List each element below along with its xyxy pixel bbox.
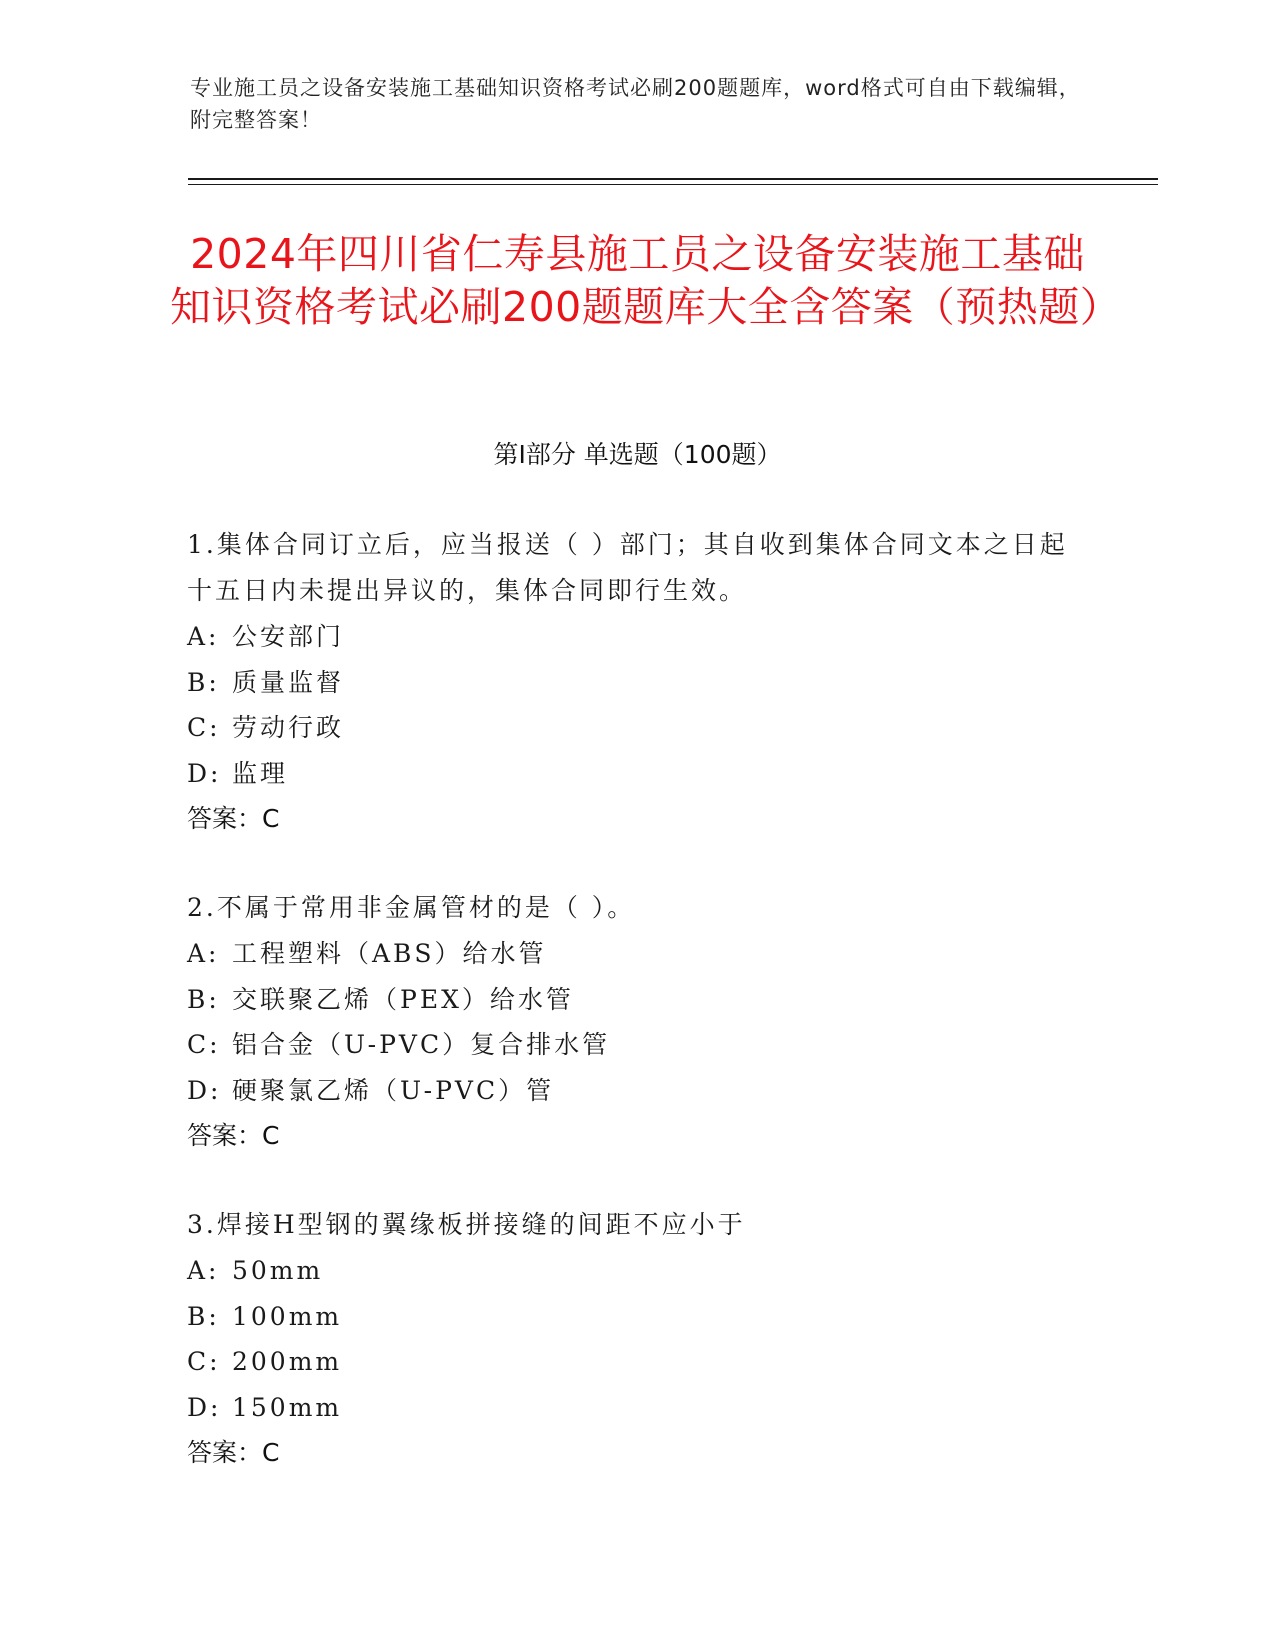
question-stem: 2.不属于常用非金属管材的是（ ）。 [187, 893, 636, 922]
option-text: 50mm [232, 1256, 324, 1285]
option-text: 劳动行政 [232, 713, 345, 742]
question-3 [187, 1202, 1087, 1475]
option-key: C: [187, 713, 221, 742]
option-key: D: [187, 1075, 222, 1105]
option-key: C: [187, 1030, 221, 1059]
question-list [187, 522, 1087, 1519]
question-1 [187, 522, 1087, 841]
option-d [187, 1068, 1087, 1114]
option-key: D: [187, 758, 222, 788]
document-title: 2024年四川省仁寿县施工员之设备安装施工基础知识资格考试必刷200题题库大全含答案（预热题） [170, 230, 1122, 331]
question-stem: 1.集体合同订立后，应当报送（ ）部门；其自收到集体合同文本之日起十五日内未提出异议的，集体合同即行生效。 [187, 530, 1068, 605]
option-key: A: [187, 939, 220, 968]
option-key: B: [187, 984, 220, 1014]
option-text: 200mm [232, 1347, 343, 1376]
section-heading: 第Ⅰ部分 单选题（100题） [493, 440, 782, 469]
option-d [187, 1385, 1087, 1431]
option-text: 交联聚乙烯（PEX）给水管 [232, 984, 574, 1014]
header-divider-thick [188, 178, 1158, 180]
option-b [187, 1294, 1087, 1340]
option-key: B: [187, 1301, 220, 1331]
question-2 [187, 885, 1087, 1158]
option-text: 100mm [232, 1301, 343, 1331]
header-note: 专业施工员之设备安装施工基础知识资格考试必刷200题题库，word格式可自由下载编辑，附完整答案！ [190, 76, 1081, 132]
option-c [187, 1339, 1087, 1385]
option-key: D: [187, 1392, 222, 1422]
header-divider-thin [188, 184, 1158, 185]
option-key: A: [187, 622, 220, 651]
answer-line: 答案：C [187, 1438, 280, 1467]
answer-line: 答案：C [187, 804, 280, 833]
option-text: 工程塑料（ABS）给水管 [232, 939, 547, 968]
option-text: 质量监督 [232, 667, 345, 697]
option-c [187, 705, 1087, 751]
option-key: A: [187, 1256, 220, 1285]
option-text: 监理 [232, 758, 289, 788]
option-b [187, 977, 1087, 1023]
option-b [187, 660, 1087, 706]
option-d [187, 751, 1087, 797]
option-a [187, 931, 1087, 977]
option-text: 硬聚氯乙烯（U-PVC）管 [232, 1075, 555, 1105]
option-key: B: [187, 667, 220, 697]
option-text: 公安部门 [232, 622, 345, 651]
answer-line: 答案：C [187, 1121, 280, 1150]
option-a [187, 1248, 1087, 1294]
option-a [187, 614, 1087, 660]
option-c [187, 1022, 1087, 1068]
question-stem: 3.焊接H型钢的翼缘板拼接缝的间距不应小于 [187, 1210, 746, 1239]
option-text: 150mm [232, 1392, 343, 1422]
option-key: C: [187, 1347, 221, 1376]
option-text: 铝合金（U-PVC）复合排水管 [232, 1030, 611, 1059]
